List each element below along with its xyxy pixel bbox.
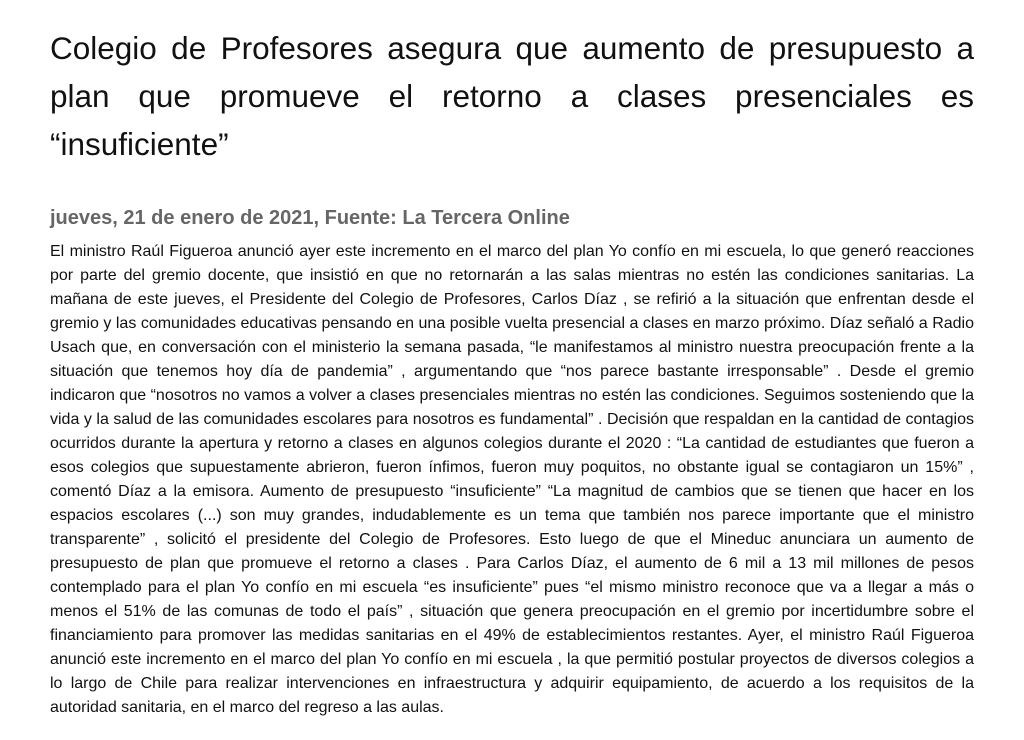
news-article [50,24,974,720]
article-body: El ministro Raúl Figueroa anunció ayer este incremento en el marco del plan Yo confío en mi escuela, lo que generó reacciones por parte del gremio docente, que insistió en que no retornarán a las salas mientras no estén las condiciones sanitarias. La mañana de este jueves, el Presidente del Colegio de Profesores, Carlos Díaz , se refirió a la situación que enfrentan desde el gremio y las comunidades educativas pensando en una posible vuelta presencial a clases en marzo próximo. Díaz señaló a Radio Usach que, en conversación con el ministerio la semana pasada, “le manifestamos al ministro nuestra preocupación frente a la situación que tenemos hoy día de pandemia” , argumentando que “nos parece bastante irresponsable” . Desde el gremio indicaron que “nosotros no vamos a volver a clases presenciales mientras no estén las condiciones. Seguimos sosteniendo que la vida y la salud de las comunidades escolares para nosotros es fundamental” . Decisión que respaldan en la cantidad de contagios ocurridos durante la apertura y retorno a clases en algunos colegios durante el 2020 : “La cantidad de estudiantes que fueron a esos colegios que supuestamente abrieron, fueron ínfimos, fueron muy poquitos, no obstante igual se contagiaron un 15%” , comentó Díaz a la emisora. Aumento de presupuesto “insuficiente” “La magnitud de cambios que se tienen que hacer en los espacios escolares (...) son muy grandes, indudablemente es un tema que también nos parece importante que el ministro transparente” , solicitó el presidente del Colegio de Profesores. Esto luego de que el Mineduc anunciara un aumento de presupuesto de plan que promueve el retorno a clases . Para Carlos Díaz, el aumento de 6 mil a 13 mil millones de pesos contemplado para el plan Yo confío en mi escuela “es insuficiente” pues “el mismo ministro reconoce que va a llegar a más o menos el 51% de las comunas de todo el país” , situación que genera preocupación en el gremio por incertidumbre sobre el financiamiento para promover las medidas sanitarias en el 49% de establecimientos restantes. Ayer, el ministro Raúl Figueroa anunció este incremento en el marco del plan Yo confío en mi escuela , la que permitió postular proyectos de diversos colegios a lo largo de Chile para realizar intervenciones en infraestructura y adquirir equipamiento, de acuerdo a los requisitos de la autoridad sanitaria, en el marco del regreso a las aulas. [50,243,974,716]
article-date-source: jueves, 21 de enero de 2021, Fuente: La Tercera Online [50,207,570,229]
article-headline: Colegio de Profesores asegura que aumento de presupuesto a plan que promueve el retorno a clases presenciales es “insuficiente” [50,30,974,162]
